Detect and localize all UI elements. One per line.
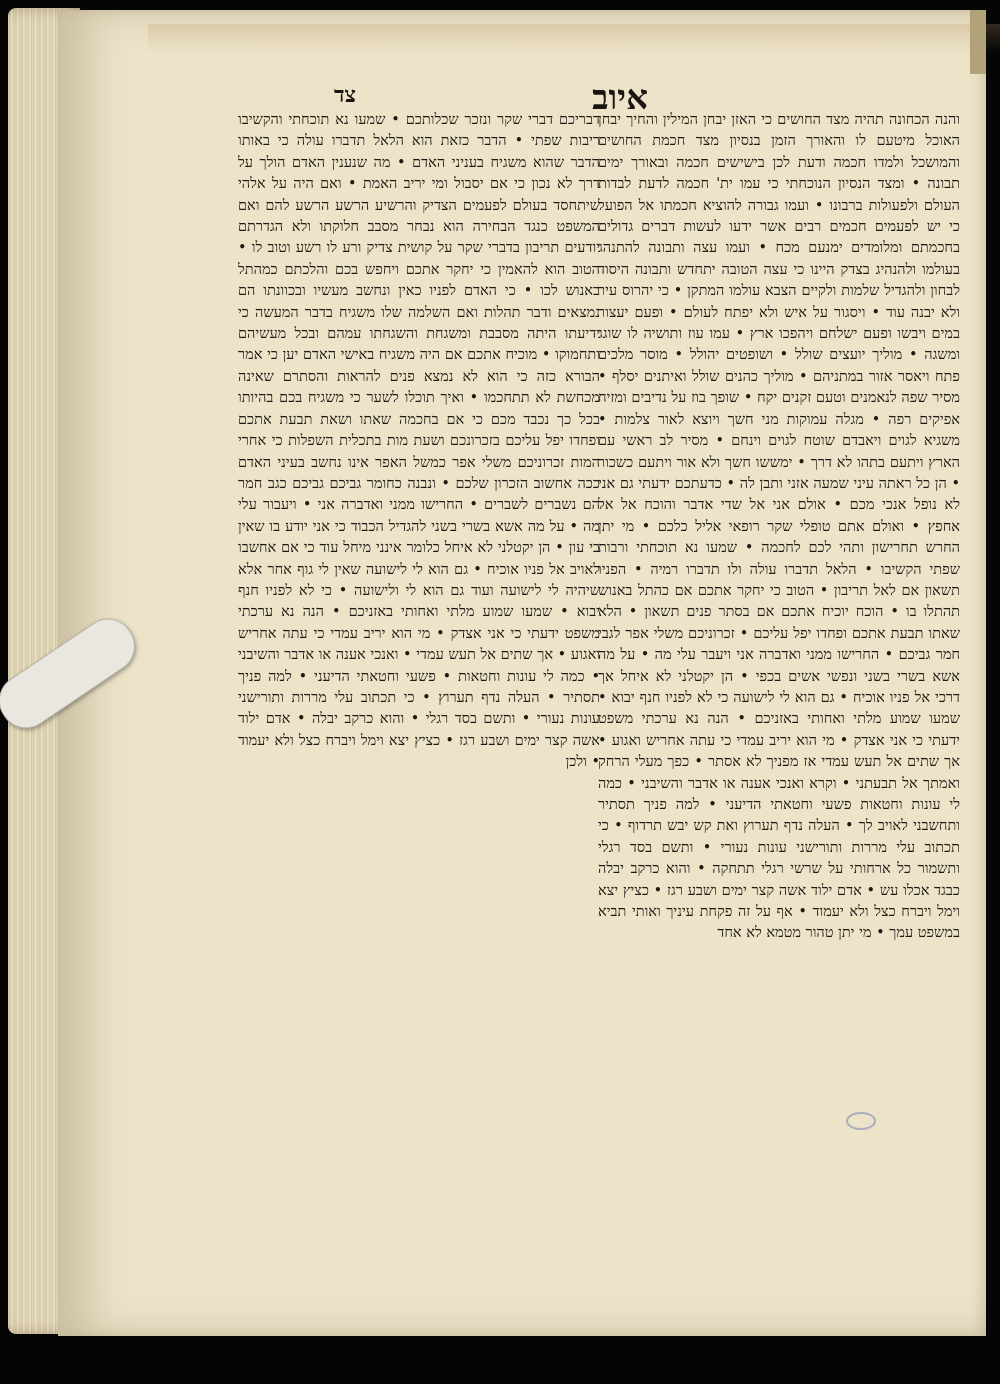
folio-number: צד — [333, 82, 357, 108]
library-stamp-icon — [846, 1112, 876, 1130]
page-stain — [148, 24, 1000, 54]
running-head: איוב — [592, 78, 648, 118]
text-column-right: והנה הכחונה תהיה מצד החושים כי האזן יבחן המילין והחיך יבחן האוכל מיטעם לו והאורך הזמן בנסיון מצד חכמת החושים והמושכל ולמדו חכמה ודעת לכן בישישים חכמה ובאורך ימים תבונה • ומצד הנסיון הנוכחתי כי עמו ית' חכמה לדעת לבדות העולם ולפעולות ברבונו • ועמו גבורה להוציא חכמתו אל הפועל כי יש לפעמים חכמים רבים אשר ידעו לעשות דברים גדולים בחכמתם ומלומדים ימנעם מכח • ועמו עצה ותבונה להתנהג בעולמו ולהנהיג בצדק היינו כי עצה הטובה יתחדש ותבונה היסוד לבחון ולהגדיל שלמות ולקיים הצבא עולמו המתקן • כי יהרוס עיר ולא יבנה עוד • ויסגור על איש ולא יפתח לעולם • ופעם יעצור במים ויבשו ופעם ישלחם ויהפכו ארץ • עמו עוז ותושיה לו שוגג ומשגה • מוליך יועצים שולל • ושופטים יהולל • מוסר מלכים פתח ויאסר אזור במתניהם • מוליך כהנים שולל ואיתנים יסלף • מסיר שפה לנאמנים וטעם זקנים יקח • שופך בוז על נדיבים ומזיח אפיקים רפה • מגלה עמוקות מני חשך ויוצא לאור צלמות • משגיא לגוים ויאבדם שוטח לגוים וינחם • מסיר לב ראשי עם הארץ ויתעם בתהו לא דרך • ימששו חשך ולא אור ויתעם כשכור • הן כל ראתה עיני שמעה אזני ותבן לה • כדעתכם ידעתי גם אני לא נופל אנכי מכם • אולם אני אל שדי אדבר והוכח אל אל אחפץ • ואולם אתם טופלי שקר רופאי אליל כלכם • מי יתן החרש תחרישון ותהי לכם לחכמה • שמעו נא תוכחתי ורבות שפתי הקשיבו • הלאל תדברו עולה ולו תדברו רמיה • הפניו תשאון אם לאל תריבון • הטוב כי יחקר אתכם אם כהתל באנוש תהתלו בו • הוכח יוכיח אתכם אם בסתר פנים תשאון • הלא שאתו תבעת אתכם ופחדו יפל עליכם • זכרוניכם משלי אפר לגבי חמר גביכם • החרישו ממני ואדברה אני ויעבר עלי מה • על מה אשא בשרי בשני ונפשי אשים בכפי • הן יקטלני לא איחל אך דרכי אל פניו אוכיח • גם הוא לי לישועה כי לא לפניו חנף יבוא • שמעו שמוע מלתי ואחותי באזניכם • הנה נא ערכתי משפט ידעתי כי אני אצדק • מי הוא יריב עמדי כי עתה אחריש ואגוע • אך שתים אל תעש עמדי אז מפניך לא אסתר • כפך מעלי הרחק ואמתך אל תבעתני • וקרא ואנכי אענה או אדבר והשיבני • כמה לי עונות וחטאות פשעי וחטאתי הדיעני • למה פניך תסתיר ותחשבני לאויב לך • העלה נדף תערוץ ואת קש יבש תרדוף • כי תכתוב עלי מררות ותורישני עונות נעורי • ותשם בסד רגלי ותשמור כל ארחותי על שרשי רגלי תתחקה • והוא כרקב יבלה כבגד אכלו עש • אדם ילוד אשה קצר ימים ושבע רגז • כציץ יצא וימל ויברח כצל ולא יעמוד • אף על זה פקחת עיניך ואותי תביא במשפט עמך • מי יתן טהור מטמא לא אחד — [598, 112, 960, 942]
page-tab-marker — [970, 10, 986, 74]
text-column-left: דבריכם דברי שקר ונזכר שכלותכם • שמעו נא תוכחתי והקשיבו ריבות שפתי • הדבר כזאת הוא הלאל תדברו עולה כי באותו הדבר שהוא משגיח בעניני האדם • מה שנענין האדם הולך על דרך לא נכון כי אם יסבול ומי יריב האמת • ואם היה על אלהי שיתחסד בעולם לפעמים הצדיק והרשיע הרשע הרשע להם ואם המשפט כנגד הבחירה הוא נבחר מסבב חלוקתו ולא הגדרתם יודעים תריבון בדברי שקר על קושית צדיק ורע לו רשע וטוב לו • הטוב הוא להאמין כי יחקר אתכם ויחפש בכם והלכתם כמהתל באנוש לכו • כי האדם לפניו כאין ונחשב מעשיו ובכוונתו הם נמצאים ודבר תהלות ואם השלמה שלו משגיח בדבר המעשה כי ידיעתו היתה מסבבת ומשגחת והשגחתו עמהם ובכל מעשיהם ותחמוקו • מוכיח אתכם אם היה משגיח באישי האדם יען כי אמר הבורא כזה כי הוא לא נמצא פנים להראות והסתרם שאינה מכחשת לא תתחכמו • ואיך תוכלו לשער כי משגיח בכם בהיותו בכל כך נכבד מכם כי אם בחכמה שאתו ושאת תבעת אתכם ופחדו יפל עליכם בזכרונכם ושעת מות בתכלית השפלות כי אחרי המות זכרוניכם משלי אפר כמשל האפר אינו נחשב בעיני האדם ככה אחשוב הזכרון שלכם • ונבנה כחומר גביכם גביכם כגב חמר הם נשברים לשברים • החרישו ממני ואדברה אני • ויעבור עלי מה • על מה אשא בשרי בשני להגדיל הכבוד כי אני יודע בו שאין בי עון • הן יקטלני לא איחל כלומר אינני מיחל עוד כי אם אחשבו לאויב אל פניו אוכיח • גם הוא לי לישועה שאין לי גוף אחר אלא שיהיה לי לישועה ועוד גם הוא לי ולישועה • כי לא לפניו חנף יבוא • שמעו שמוע מלתי ואחותי באזניכם • הנה נא ערכתי משפט ידעתי כי אני אצדק • מי הוא יריב עמדי כי עתה אחריש ואגוע • אך שתים אל תעש עמדי • ואנכי אענה או אדבר והשיבני • כמה לי עונות וחטאות • פשעי וחטאתי הדיעני • למה פניך תסתיר • העלה נדף תערוץ • כי תכתוב עלי מררות ותורישני עונות נעורי • ותשם בסד רגלי • והוא כרקב יבלה • אדם ילוד אשה קצר ימים ושבע רגז • כציץ יצא וימל ויברח כצל ולא יעמוד • ולכן — [238, 112, 600, 771]
